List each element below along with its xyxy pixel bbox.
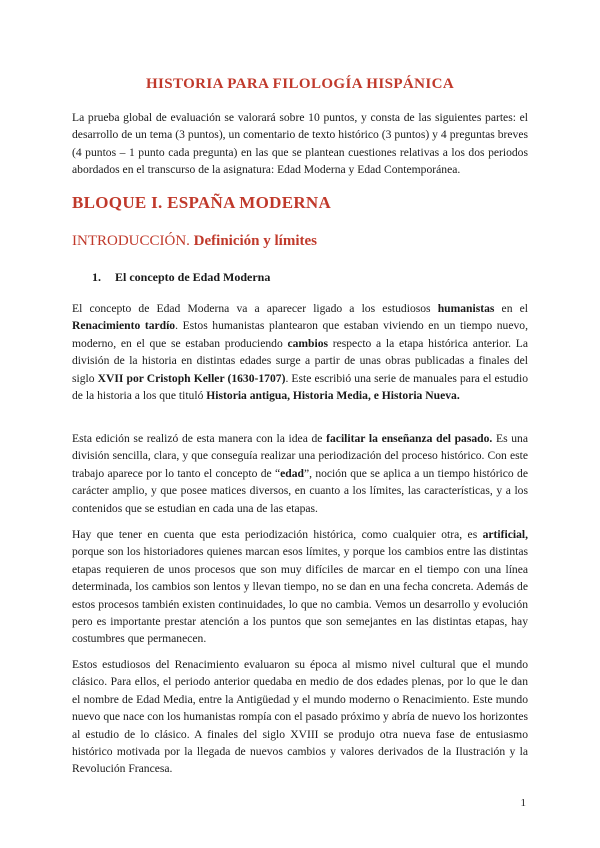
p1-bold-5: Historia antigua, Historia Media, e Historia Nueva. — [206, 389, 460, 403]
subsection-heading — [92, 270, 270, 285]
p1-bold-1: humanistas — [437, 302, 495, 315]
p1-bold-4: XVII por Cristoph Keller (1630-1707) — [97, 371, 286, 385]
p1-text-1: El concepto de Edad Moderna va a aparecer ligado a los estudiosos — [72, 302, 438, 315]
document-title: HISTORIA PARA FILOLOGÍA HISPÁNICA — [145, 76, 455, 92]
intro-paragraph: La prueba global de evaluación se valorará sobre 10 puntos, y consta de las siguientes partes: el desarrollo de un tema (3 puntos), un comentario de texto histórico (3 puntos) y 4 preguntas breves (4 puntos – 1 punto cada pregunta) en las que se plantean cuestiones relativas a los dos periodos abordados en el transcurso de la asignatura: Edad Moderna y Edad Contemporánea. — [72, 111, 528, 177]
subsection-label: El concepto de Edad Moderna — [115, 270, 271, 284]
paragraph-3 — [72, 526, 528, 648]
p1-bold-3: cambios — [287, 336, 329, 350]
p3-bold-1: artificial, — [482, 528, 528, 541]
section-heading-sub: Definición y límites — [193, 233, 317, 249]
paragraph-4: Estos estudiosos del Renacimiento evaluaron su época al mismo nivel cultural que el mundo clásico. Para ellos, el periodo anterior quedaba en medio de dos edades plenas, por lo que le dan el nombre de Edad Media, entre la Antigüedad y el mundo moderno o Renacimiento. Este mundo nuevo que nace con los humanistas rompía con el pasado próximo y abría de nuevo los horizontes al estudio de lo clásico. A finales del siglo XVIII se produjo otra nueva fase de entusiasmo histórico motivada por la llegada de nuevos cambios y valores derivados de la Ilustración y la Revolución Francesa. — [72, 658, 528, 776]
p2-text-3: ”, noción que se aplica a un tiempo histórico de carácter amplio, y que posee matices diversos, en cuanto a los límites, las características, y a los contenidos que se estudian en cada una de las etapas. — [72, 466, 528, 515]
p1-text-5: . Este escribió una serie de manuales para el estudio de la historia a los que tituló — [72, 371, 528, 403]
p1-text-3: . Estos humanistas plantearon que estaban viviendo en un tiempo nuevo, moderno, en el que se estaban produciendo — [72, 319, 528, 350]
p1-text-2: en el — [494, 302, 528, 315]
block-heading: BLOQUE I. ESPAÑA MODERNA — [72, 193, 332, 212]
p3-text-2: porque son los historiadores quienes marcan esos límites, y porque los cambios entre las distintas etapas requieren de unos procesos que son muy difíciles de marcar en el tiempo con una línea determinada, los cambios son lentos y llevan tiempo, no se dan en una fecha concreta. Además de estos procesos también existen continuidades, lo que no cambia. Vemos un desarrollo y evolución pero es importante prestar atención a los puntos que son semejantes en las distintas etapas, hay costumbres que permanecen. — [72, 545, 528, 646]
paragraph-2 — [72, 430, 528, 517]
p2-text-2: Es una división sencilla, clara, y que conseguía realizar una periodización del proceso histórico. Con este trabajo aparece por lo tanto el concepto de “ — [72, 432, 528, 480]
section-heading — [72, 233, 317, 250]
subsection-number: 1. — [92, 270, 101, 284]
p1-text-4: respecto a la etapa histórica anterior. La división de la historia en distintas edades surge a partir de unas obras publicadas a finales del siglo — [72, 336, 528, 385]
paragraph-1 — [72, 300, 528, 404]
section-heading-main: INTRODUCCIÓN. — [72, 233, 190, 249]
p2-bold-2: edad — [280, 466, 304, 480]
p2-bold-1: facilitar la enseñanza del pasado. — [326, 432, 493, 445]
page-number: 1 — [520, 797, 526, 809]
p3-text-1: Hay que tener en cuenta que esta periodización histórica, como cualquier otra, es — [72, 528, 483, 541]
p1-bold-2: Renacimiento tardío — [72, 319, 176, 333]
p2-text-1: Esta edición se realizó de esta manera con la idea de — [72, 432, 327, 445]
